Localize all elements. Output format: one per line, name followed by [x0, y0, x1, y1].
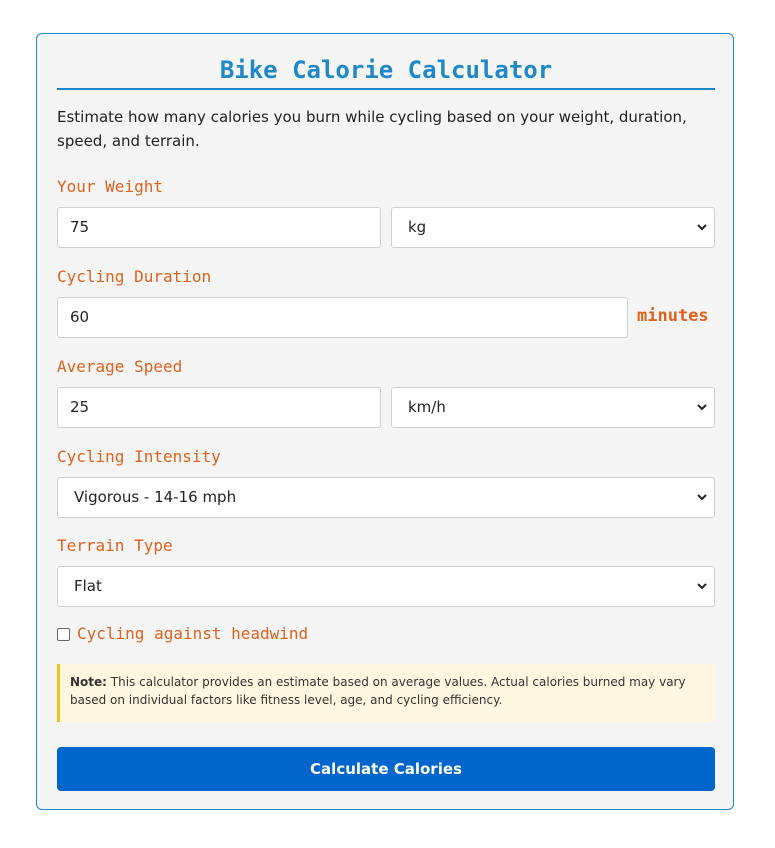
headwind-checkbox[interactable]	[57, 628, 70, 641]
chevron-down-icon	[696, 388, 708, 427]
duration-input[interactable]	[57, 297, 628, 338]
terrain-select[interactable]	[57, 566, 715, 607]
note-box	[57, 664, 715, 722]
intensity-select[interactable]	[57, 477, 715, 518]
speed-label: Average Speed	[57, 357, 183, 376]
duration-value: 60	[70, 308, 90, 326]
weight-unit-select[interactable]	[391, 207, 715, 248]
weight-value: 75	[70, 218, 90, 236]
title-divider	[57, 88, 715, 90]
note-text: This calculator provides an estimate based on average values. Actual calories burned may vary based on individual factors like fitness level, age, and cycling efficiency.	[70, 675, 686, 707]
speed-unit-value: km/h	[408, 398, 446, 416]
calculate-button[interactable]: Calculate Calories	[57, 747, 715, 791]
description: Estimate how many calories you burn while cycling based on your weight, duration, speed, and terrain.	[57, 108, 687, 150]
weight-unit-value: kg	[408, 218, 427, 236]
speed-value: 25	[70, 398, 90, 416]
intensity-value: Vigorous - 14-16 mph	[74, 488, 237, 506]
intensity-label: Cycling Intensity	[57, 447, 221, 466]
speed-input[interactable]	[57, 387, 381, 428]
duration-label: Cycling Duration	[57, 267, 212, 286]
note-prefix: Note:	[70, 675, 107, 689]
weight-input[interactable]	[57, 207, 381, 248]
calculator-card	[36, 33, 734, 810]
terrain-value: Flat	[74, 577, 102, 595]
headwind-label[interactable]: Cycling against headwind	[77, 624, 309, 643]
chevron-down-icon	[696, 567, 708, 606]
speed-unit-select[interactable]	[391, 387, 715, 428]
chevron-down-icon	[696, 478, 708, 517]
terrain-label: Terrain Type	[57, 536, 173, 555]
duration-unit: minutes	[637, 306, 709, 326]
chevron-down-icon	[696, 208, 708, 247]
weight-label: Your Weight	[57, 177, 163, 196]
page-title: Bike Calorie Calculator	[219, 56, 553, 84]
